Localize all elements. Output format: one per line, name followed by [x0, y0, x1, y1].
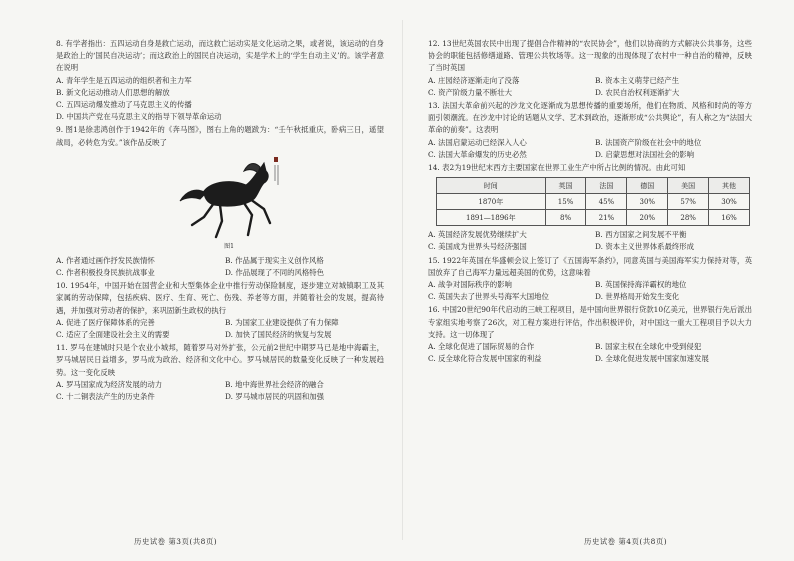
- answer-option: C. 反全球化符合发展中国家的利益: [428, 354, 542, 364]
- table-cell: 16%: [709, 210, 750, 226]
- answer-options: [56, 317, 384, 341]
- galloping-horse-painting: [174, 151, 284, 243]
- answer-option: D. 启蒙思想对法国社会的影响: [595, 149, 695, 159]
- table-row: [437, 210, 750, 226]
- answer-option: A. 战争对国际秩序的影响: [428, 280, 512, 290]
- answer-option: D. 作品展现了不同的风格特色: [225, 268, 325, 278]
- answer-options: [428, 229, 752, 253]
- table-header-cell: 法国: [586, 178, 627, 194]
- question-1: [56, 38, 384, 123]
- answer-option: D. 罗马城市居民的巩固和加强: [225, 392, 325, 402]
- table-cell: 30%: [627, 194, 668, 210]
- question-stem: 11. 罗马在建城时只是个农业小城邦，随着罗马对外扩张，公元前2世纪中期罗马已是地中海霸主，罗马城居民日益增多，罗马成为政治、经济和文化中心。罗马城居民的数量变化反映了一种发展趋势。这一变化反映: [56, 343, 384, 377]
- answer-option: B. 英国保持海洋霸权的地位: [595, 280, 687, 290]
- table-header-cell: 美国: [668, 178, 709, 194]
- question-stem: 13. 法国大革命前兴起的沙龙文化逐渐成为思想传播的重要场所，他们在物质、风格和时尚的等方面引领潮流。在沙龙中讨论的话题从文学、艺术到政治，逐渐形成“公共舆论”，有人称之为“法国大革命的前奏”。这表明: [428, 101, 752, 135]
- page-footer: 历史试卷 第4页(共8页): [584, 537, 668, 546]
- exam-page-right: [414, 0, 766, 561]
- answer-option: B. 地中海世界社会经济的融合: [225, 379, 324, 389]
- question-3: [428, 162, 752, 254]
- figure-caption: 图1: [224, 242, 234, 250]
- answer-options: [428, 341, 752, 365]
- answer-option: D. 世界格局开始发生变化: [595, 292, 680, 302]
- table-header-cell: 德国: [627, 178, 668, 194]
- question-stem: 12. 13世纪英国农民中出现了提倡合作精神的“农民协会”，他们以协商的方式解决公共事务，这些协会的职能包括修缮道路、管理公共牧场等。这一现象的出现体现了农村中一种自治的精神，反映了当时英国: [428, 39, 752, 73]
- answer-option: A. 罗马国家成为经济发展的动力: [56, 379, 163, 389]
- table-cell: 1870年: [437, 194, 546, 210]
- question-stem: 9. 图1是徐悲鸿创作于1942年的《奔马图》，图右上角的题跋为：“壬午秋抵重庆，卧病三日，遥望战局，必转危为安。”该作品反映了: [56, 125, 384, 147]
- table-cell: 15%: [545, 194, 586, 210]
- question-stem: 8. 有学者指出：五四运动自身是救亡运动，而这救亡运动实是文化运动之果，或者说，该运动的自身是政治上的‘国民自决运动’；而这政治上的国民自决运动，实是学术上的‘学生自动主义’的。该学者意在说明: [56, 39, 384, 73]
- table-header-cell: 其他: [709, 178, 750, 194]
- answer-option: C. 美国成为世界头号经济强国: [428, 242, 527, 252]
- question-stem: 14. 表2为19世纪末西方主要国家在世界工业生产中所占比例的情况。由此可知: [428, 163, 686, 173]
- answer-option: C. 资产阶级力量不断壮大: [428, 87, 512, 97]
- answer-options: [56, 379, 384, 403]
- answer-option: D. 农民自治权利逐渐扩大: [595, 87, 680, 97]
- question-4: [56, 342, 384, 403]
- table-cell: 1891—1896年: [437, 210, 546, 226]
- answer-option: B. 国家主权在全球化中受到侵犯: [595, 342, 702, 352]
- question-2: [428, 100, 752, 161]
- page-footer: 历史试卷 第3页(共8页): [134, 537, 218, 546]
- answer-option: A. 作者通过画作抒发民族情怀: [56, 255, 155, 265]
- answer-option: C. 五四运动爆发推动了马克思主义的传播: [56, 100, 192, 110]
- table-cell: 20%: [627, 210, 668, 226]
- answer-option: B. 西方国家之间发展不平衡: [595, 230, 687, 240]
- exam-page-left: [42, 0, 398, 561]
- answer-option: D. 全球化促进发展中国家加速发展: [595, 354, 709, 364]
- answer-options: [428, 279, 752, 303]
- table-header-row: [437, 178, 750, 194]
- table-row: [437, 194, 750, 210]
- question-1: [428, 38, 752, 99]
- answer-option: C. 适应了全面建设社会主义的需要: [56, 330, 170, 340]
- answer-option: C. 作者积极投身民族抗战事业: [56, 268, 155, 278]
- answer-options: [428, 75, 752, 99]
- question-4: [428, 255, 752, 304]
- answer-option: D. 中国共产党在马克思主义的指导下领导革命运动: [56, 112, 222, 122]
- answer-option: D. 资本主义世界体系最终形成: [595, 242, 695, 252]
- question-stem: 15. 1922年英国在华盛顿会议上签订了《五国海军条约》，同意英国与美国海军实力保持对等，英国放弃了自己海军力量远超美国的优势，这意味着: [428, 255, 752, 277]
- figure-horse: [174, 151, 284, 253]
- question-2: [56, 124, 384, 279]
- answer-options: [428, 137, 752, 161]
- table-cell: 45%: [586, 194, 627, 210]
- data-table: [436, 177, 750, 226]
- answer-options: [56, 75, 384, 124]
- table-cell: 8%: [545, 210, 586, 226]
- answer-option: C. 十二铜表法产生的历史条件: [56, 392, 155, 402]
- answer-option: B. 为国家工业建设提供了有力保障: [225, 317, 339, 327]
- answer-option: B. 新文化运动推动人们思想的解放: [56, 87, 170, 97]
- answer-options: [56, 255, 384, 279]
- table-header-cell: 英国: [545, 178, 586, 194]
- table-header-cell: 时间: [437, 178, 546, 194]
- answer-option: A. 法国启蒙运动已经深入人心: [428, 137, 527, 147]
- question-5: [428, 304, 752, 365]
- answer-option: C. 英国失去了世界头号海军大国地位: [428, 292, 549, 302]
- table-cell: 57%: [668, 194, 709, 210]
- answer-option: D. 加快了国民经济的恢复与发展: [225, 330, 332, 340]
- answer-option: B. 资本主义萌芽已经产生: [595, 75, 680, 85]
- table-cell: 30%: [709, 194, 750, 210]
- table-cell: 21%: [586, 210, 627, 226]
- question-stem: 10. 1954年，中国开始在国营企业和大型集体企业中推行劳动保险制度，逐步建立对城镇职工及其家属的劳动保障，包括疾病、医疗、生育、死亡、伤残、养老等方面，并随着社会的发展，提高待遇，并加强对劳动者的保护，来巩固新生政权的执行: [56, 281, 384, 315]
- question-3: [56, 280, 384, 341]
- answer-option: B. 法国资产阶级在社会中的地位: [595, 137, 702, 147]
- table-cell: 28%: [668, 210, 709, 226]
- answer-option: A. 促进了医疗保障体系的完善: [56, 317, 155, 327]
- page-gutter: [402, 20, 403, 540]
- answer-option: A. 庄园经济逐渐走向了没落: [428, 75, 520, 85]
- answer-option: B. 作品属于现实主义创作风格: [225, 255, 324, 265]
- answer-option: C. 法国大革命爆发的历史必然: [428, 149, 527, 159]
- answer-option: A. 青年学生是五四运动的组织者和主力军: [56, 75, 192, 85]
- answer-option: A. 全球化促进了国际贸易的合作: [428, 342, 535, 352]
- answer-option: A. 英国经济发展优势继续扩大: [428, 230, 527, 240]
- question-stem: 16. 中国20世纪90年代启动的三峡工程项目，是中国向世界银行贷款10亿美元，世界银行先后派出专家组实地考察了26次，对工程方案进行评估，作出积极评价，对中国这一重大工程项目予以大力支持。这一切体现了: [428, 305, 752, 339]
